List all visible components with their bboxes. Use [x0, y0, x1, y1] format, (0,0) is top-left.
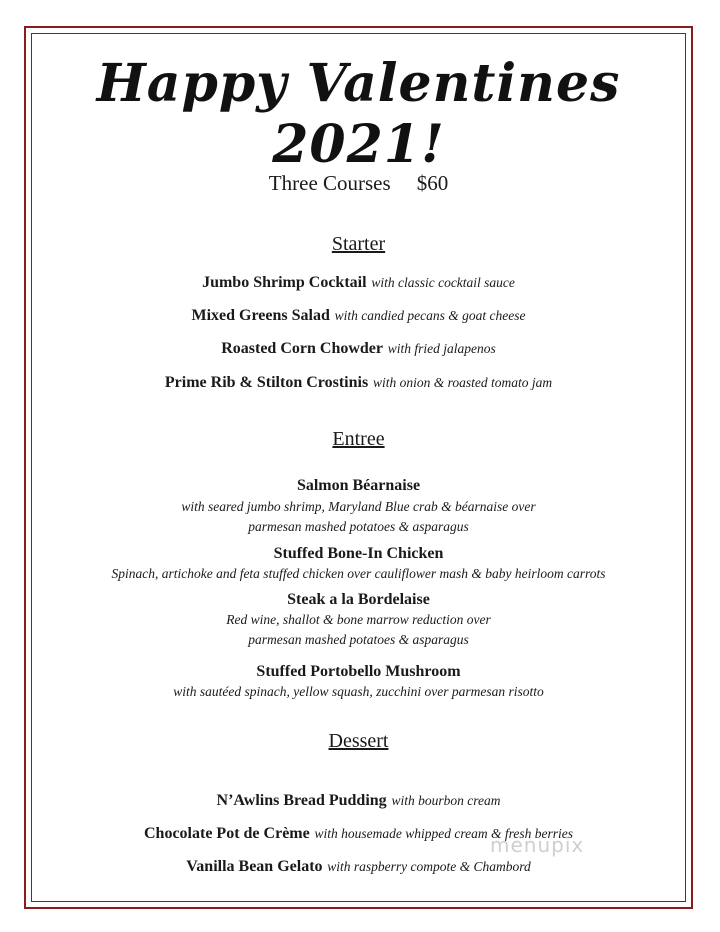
item-desc: with housemade whipped cream & fresh berries: [314, 826, 573, 841]
item-name: Prime Rib & Stilton Crostinis: [164, 374, 369, 391]
item-name: Chocolate Pot de Crème: [144, 825, 310, 842]
item-desc: with bourbon cream: [391, 793, 501, 808]
courses-price: $60: [416, 171, 449, 195]
entree-item-name: [31, 476, 686, 495]
starter-item: [31, 339, 686, 358]
item-desc: with onion & roasted tomato jam: [372, 375, 553, 390]
entree-item-desc: Red wine, shallot & bone marrow reduction over: [226, 612, 491, 627]
menupix-watermark: menupix: [490, 833, 585, 857]
item-name: Salmon Béarnaise: [296, 477, 421, 494]
dessert-item: [31, 857, 686, 876]
entree-item-desc: with seared jumbo shrimp, Maryland Blue crab & béarnaise over: [181, 499, 536, 514]
item-name: Jumbo Shrimp Cocktail: [202, 274, 367, 291]
menu-content: [31, 33, 686, 902]
item-name: Stuffed Portobello Mushroom: [256, 663, 461, 680]
starter-item: [31, 373, 686, 392]
entree-item-desc: Spinach, artichoke and feta stuffed chicken over cauliflower mash & baby heirloom carrots: [111, 566, 606, 581]
item-name: Vanilla Bean Gelato: [186, 858, 323, 875]
item-name: Mixed Greens Salad: [191, 307, 330, 324]
item-name: Stuffed Bone-In Chicken: [273, 545, 444, 562]
dessert-item: [31, 824, 686, 843]
starter-heading: Starter: [331, 233, 386, 255]
item-desc: with raspberry compote & Chambord: [327, 859, 531, 874]
entree-heading: Entree: [332, 428, 385, 450]
item-name: Steak a la Bordelaise: [287, 591, 430, 608]
item-desc: with fried jalapenos: [387, 341, 496, 356]
starter-item: [31, 273, 686, 292]
entree-item-name: [31, 662, 686, 681]
entree-item-name: [31, 590, 686, 609]
item-name: N’Awlins Bread Pudding: [216, 792, 387, 809]
entree-item-desc: with sautéed spinach, yellow squash, zucchini over parmesan risotto: [173, 684, 544, 699]
starter-item: [31, 306, 686, 325]
entree-item-desc: parmesan mashed potatoes & asparagus: [248, 632, 469, 647]
entree-item-desc: parmesan mashed potatoes & asparagus: [248, 519, 469, 534]
item-desc: with classic cocktail sauce: [371, 275, 515, 290]
dessert-item: [31, 791, 686, 810]
item-name: Roasted Corn Chowder: [221, 340, 383, 357]
menu-title: Happy Valentines 2021!: [96, 53, 621, 175]
item-desc: with candied pecans & goat cheese: [334, 308, 526, 323]
courses-price-line: [31, 171, 686, 196]
dessert-heading: Dessert: [328, 730, 389, 752]
entree-item-name: [31, 544, 686, 563]
courses-label: Three Courses: [268, 171, 391, 195]
